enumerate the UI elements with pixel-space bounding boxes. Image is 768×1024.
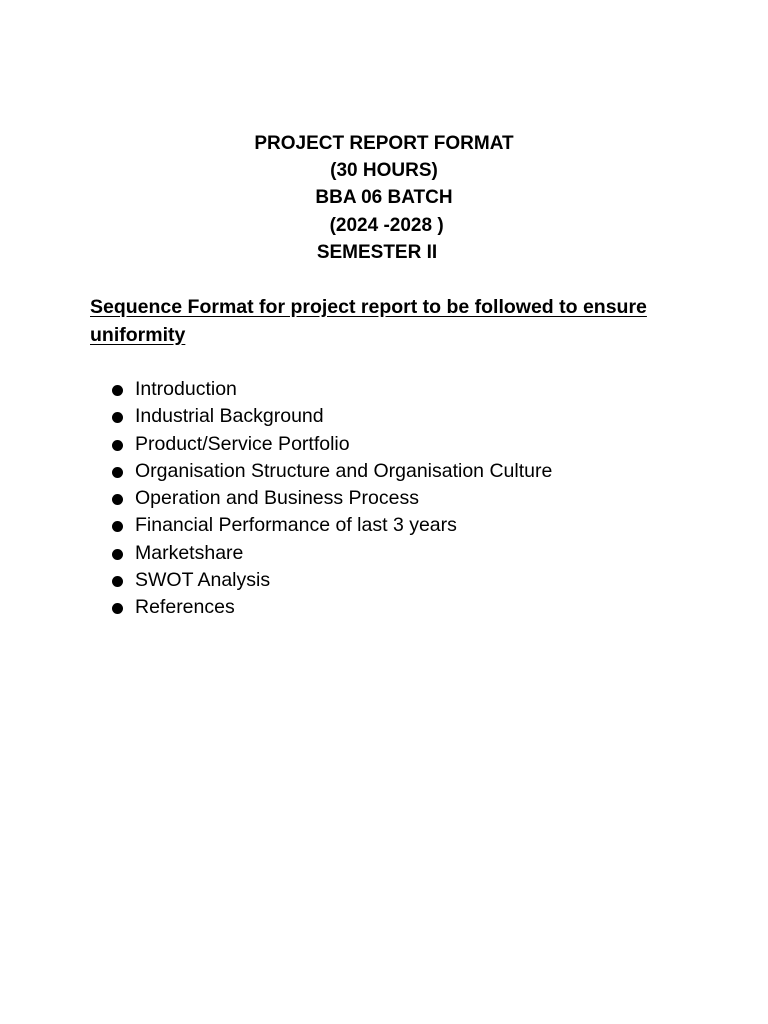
sequence-list xyxy=(90,376,552,622)
bullet-icon xyxy=(112,576,123,587)
bullet-icon xyxy=(112,603,123,614)
report-batch: BBA 06 BATCH xyxy=(315,187,453,209)
list-item xyxy=(90,567,552,594)
list-item xyxy=(90,376,552,403)
list-item-label: Operation and Business Process xyxy=(135,487,419,510)
bullet-icon xyxy=(112,385,123,396)
report-years: (2024 -2028 ) xyxy=(324,214,444,236)
list-item-label: Organisation Structure and Organisation Culture xyxy=(135,459,553,482)
list-item xyxy=(90,485,552,512)
list-item-label: Marketshare xyxy=(135,541,244,564)
list-item-label: Financial Performance of last 3 years xyxy=(135,514,457,537)
bullet-icon xyxy=(112,467,123,478)
report-semester: SEMESTER II xyxy=(316,241,438,263)
bullet-icon xyxy=(112,440,123,451)
title-block xyxy=(0,130,768,266)
list-item xyxy=(90,458,552,485)
report-title: PROJECT REPORT FORMAT xyxy=(254,133,514,154)
list-item xyxy=(90,512,552,539)
list-item xyxy=(90,403,552,430)
list-item xyxy=(90,540,552,567)
list-item xyxy=(90,431,552,458)
list-item-label: References xyxy=(135,596,235,619)
report-duration: (30 HOURS) xyxy=(330,160,438,182)
list-item xyxy=(90,594,552,621)
list-item-label: Product/Service Portfolio xyxy=(135,432,350,455)
list-item-label: Industrial Background xyxy=(135,405,324,428)
list-item-label: Introduction xyxy=(135,378,237,400)
bullet-icon xyxy=(112,494,123,505)
section-heading: Sequence Format for project report to be followed to ensure uniformity xyxy=(90,296,647,346)
bullet-icon xyxy=(112,549,123,560)
bullet-icon xyxy=(112,521,123,532)
list-item-label: SWOT Analysis xyxy=(135,569,271,592)
bullet-icon xyxy=(112,412,123,423)
